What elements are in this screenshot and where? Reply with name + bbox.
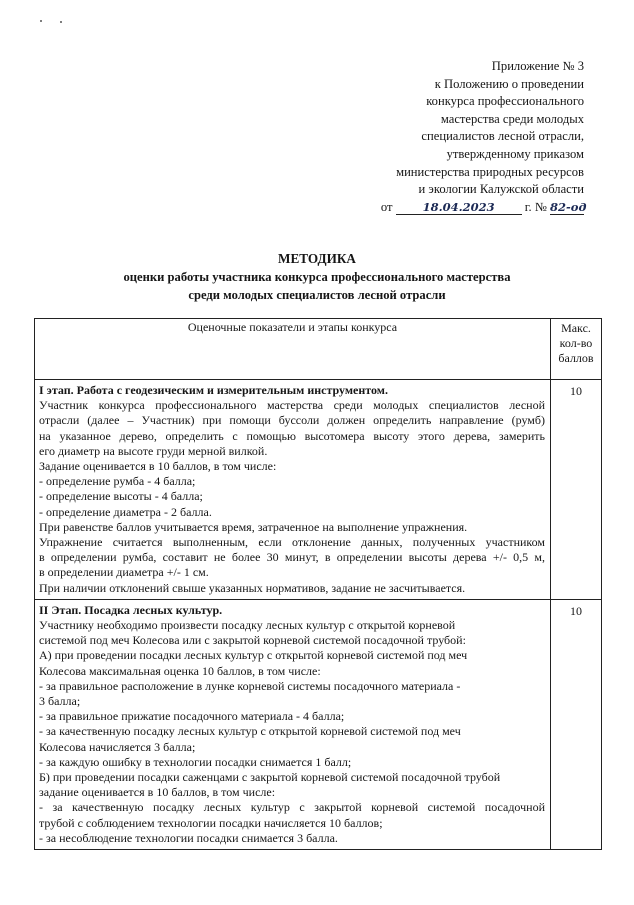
header-max-line: кол-во	[559, 336, 593, 350]
stage-text-line: Колесова начисляется 3 балла;	[39, 739, 196, 754]
order-number: 82-од	[550, 199, 587, 214]
stage-text-line: - за правильное прижатие посадочного материала - 4 балла;	[39, 709, 345, 724]
stage-text-line: - за правильное расположение в лунке корневой системы посадочного материала -	[39, 678, 461, 693]
order-date: 18.04.2023	[396, 201, 522, 215]
stage-text-line: на указанное дерево, определить с помощью высотомера высоту этого дерева, замерить	[39, 428, 545, 443]
stage-1-description	[35, 380, 551, 600]
stage-text-line: Участник конкурса профессионального мастерства среди молодых специалистов лесной	[39, 398, 545, 413]
stage-text-line: - за каждую ошибку в технологии посадки снимается 1 балл;	[39, 754, 352, 769]
stage-text-line: системой под меч Колесова или с закрытой корневой системой посадочной трубой:	[39, 633, 466, 648]
document-subtitle-line: оценки работы участника конкурса профессионального мастерства	[123, 270, 511, 284]
appendix-line: к Положению о проведении	[434, 76, 584, 91]
table-header-row	[35, 319, 602, 380]
stage-text-line: 3 балла;	[39, 694, 81, 709]
stage-text-line: в определении румба, составит не более 30 минут, в определении высоты дерева +/- 0,5 м,	[39, 550, 545, 565]
stage-text-line: А) при проведении посадки лесных культур с открытой корневой системой под меч	[39, 648, 468, 663]
stage-text-line: Колесова максимальная оценка 10 баллов, в том числе:	[39, 663, 321, 678]
stage-text-line: - за качественную посадку лесных культур с закрытой корневой системой посадочной	[39, 800, 545, 815]
stage-text-line: При наличии отклонений свыше указанных нормативов, задание не засчитывается.	[39, 580, 466, 595]
order-line	[380, 199, 587, 217]
stage-text-line: Б) при проведении посадки саженцами с закрытой корневой системой посадочной трубой	[39, 770, 501, 785]
stage-text-line: его диаметр на высоте груди мерной вилкой.	[39, 443, 268, 458]
stage-text-line: задание оценивается в 10 баллов, в том числе:	[39, 785, 276, 800]
appendix-line: мастерства среди молодых	[440, 111, 584, 126]
document-subtitle-line: среди молодых специалистов лесной отрасли	[188, 288, 446, 302]
criteria-table	[34, 318, 602, 850]
stage-1-title: I этап. Работа с геодезическим и измерительным инструментом.	[39, 383, 388, 397]
header-max-line: Макс.	[561, 321, 591, 335]
appendix-line: специалистов лесной отрасли,	[421, 129, 584, 144]
stage-text-line: - определение высоты - 4 балла;	[39, 489, 203, 504]
header-max-points	[551, 319, 602, 380]
document-title: МЕТОДИКА	[278, 251, 356, 266]
stage-text-line: - определение диаметра - 2 балла.	[39, 504, 212, 519]
stage-text-line: трубой с соблюдением технологии посадки начисляется 10 баллов;	[39, 815, 383, 830]
appendix-line: конкурса профессионального	[426, 94, 584, 109]
stage-text-line: Задание оценивается в 10 баллов, в том числе:	[39, 459, 277, 474]
appendix-line: Приложение № 3	[491, 59, 584, 73]
stage-2-max-points: 10	[551, 599, 602, 849]
stage-text-line: При равенстве баллов учитывается время, затраченное на выполнение упражнения.	[39, 519, 468, 534]
header-max-line: баллов	[558, 351, 594, 365]
order-prefix: от	[380, 199, 393, 214]
stage-text-line: в определении диаметра +/- 1 см.	[39, 565, 209, 580]
scan-speck	[40, 20, 42, 22]
order-number-label: г. №	[524, 199, 547, 214]
appendix-line: министерства природных ресурсов	[396, 164, 584, 179]
stage-2-title: II Этап. Посадка лесных культур.	[39, 602, 223, 617]
table-row	[35, 599, 602, 849]
stage-1-max-points: 10	[551, 380, 602, 600]
appendix-line: и экологии Калужской области	[418, 182, 584, 197]
heading-block	[0, 250, 634, 304]
stage-text-line: Упражнение считается выполненным, если отклонение данных, полученных участником	[39, 535, 545, 550]
header-indicators: Оценочные показатели и этапы конкурса	[35, 319, 551, 380]
table-row	[35, 380, 602, 600]
scan-speck	[60, 21, 62, 23]
appendix-block	[380, 58, 587, 216]
stage-text-line: отрасли (далее – Участник) при помощи буссоли должен определить направление (румб)	[39, 413, 545, 428]
stage-text-line: - за качественную посадку лесных культур с открытой корневой системой под меч	[39, 724, 461, 739]
stage-text-line: - определение румба - 4 балла;	[39, 474, 196, 489]
appendix-line: утвержденному приказом	[446, 146, 584, 161]
stage-2-description	[35, 599, 551, 849]
stage-text-line: - за несоблюдение технологии посадки снимается 3 балла.	[39, 830, 338, 845]
stage-text-line: Участнику необходимо произвести посадку лесных культур с открытой корневой	[39, 618, 456, 633]
